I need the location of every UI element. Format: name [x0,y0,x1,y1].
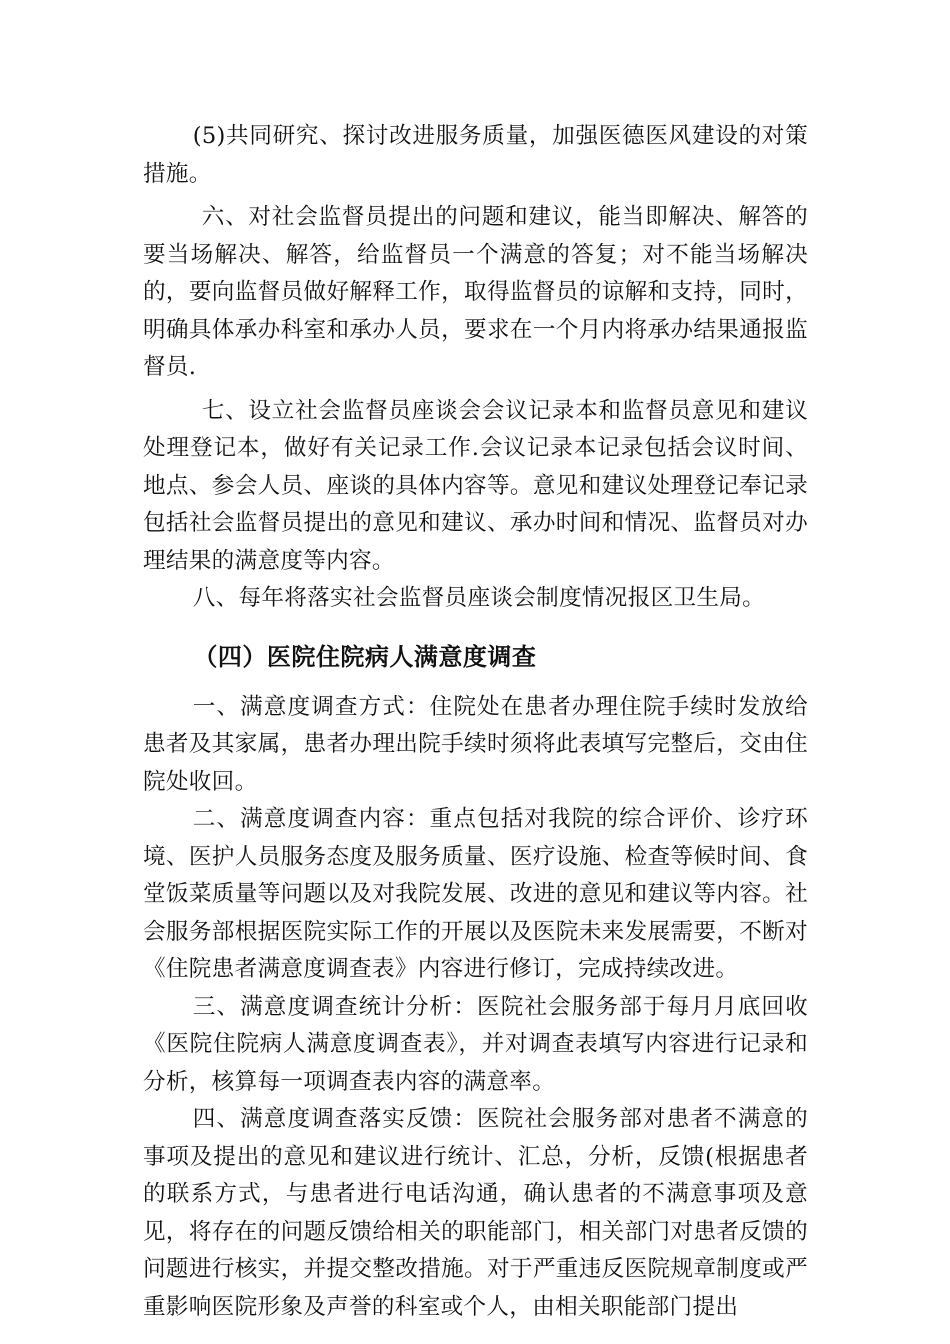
section-heading: （四）医院住院病人满意度调查 [193,642,537,671]
paragraph-item-eight: 八、每年将落实社会监督员座谈会制度情况报区卫生局。 [192,585,766,611]
paragraph-item-six: 六、对社会监督员提出的问题和建议，能当即解决、解答的要当场解决、解答，给监督员一个满意的答复；对不能当场解决的，要向监督员做好解释工作，取得监督员的谅解和支持，同时，明确具体承办科室和承办人员，要求在一个月内将承办结果通报监督员. [143,204,808,380]
survey-feedback-paragraph: 四、满意度调查落实反馈：医院社会服务部对患者不满意的事项及提出的意见和建议进行统计、汇总，分析，反馈(根据患者的联系方式，与患者进行电话沟通，确认患者的不满意事项及意见，将存在的问题反馈给相关的职能部门，相关部门对患者反馈的问题进行核实，并提交整改措施。对于严重违反医院规章制度或严重影响医院形象及声誉的科室或个人，由相关职能部门提出 [143,1106,808,1320]
survey-content-paragraph: 二、满意度调查内容：重点包括对我院的综合评价、诊疗环境、医护人员服务态度及服务质量、医疗设施、检查等候时间、食堂饭菜质量等问题以及对我院发展、改进的意见和建议等内容。社会服务部根据医院实际工作的开展以及医院未来发展需要，不断对《住院患者满意度调查表》内容进行修订，完成持续改进。 [143,806,808,982]
survey-method-paragraph: 一、满意度调查方式：住院处在患者办理住院手续时发放给患者及其家属，患者办理出院手续时须将此表填写完整后，交由住院处收回。 [143,693,808,795]
paragraph-item-seven: 七、设立社会监督员座谈会会议记录本和监督员意见和建议处理登记本，做好有关记录工作.会议记录本记录包括会议时间、地点、参会人员、座谈的具体内容等。意见和建议处理登记奉记录包括社会监督员提出的意见和建议、承办时间和情况、监督员对办理结果的满意度等内容。 [143,397,808,574]
survey-analysis-paragraph: 三、满意度调查统计分析：医院社会服务部于每月月底回收《医院住院病人满意度调查表》，并对调查表填写内容进行记录和分析，核算每一项调查表内容的满意率。 [143,993,808,1095]
paragraph-item-5: (5)共同研究、探讨改进服务质量，加强医德医风建设的对策措施。 [143,123,808,187]
document-body [143,118,808,1326]
